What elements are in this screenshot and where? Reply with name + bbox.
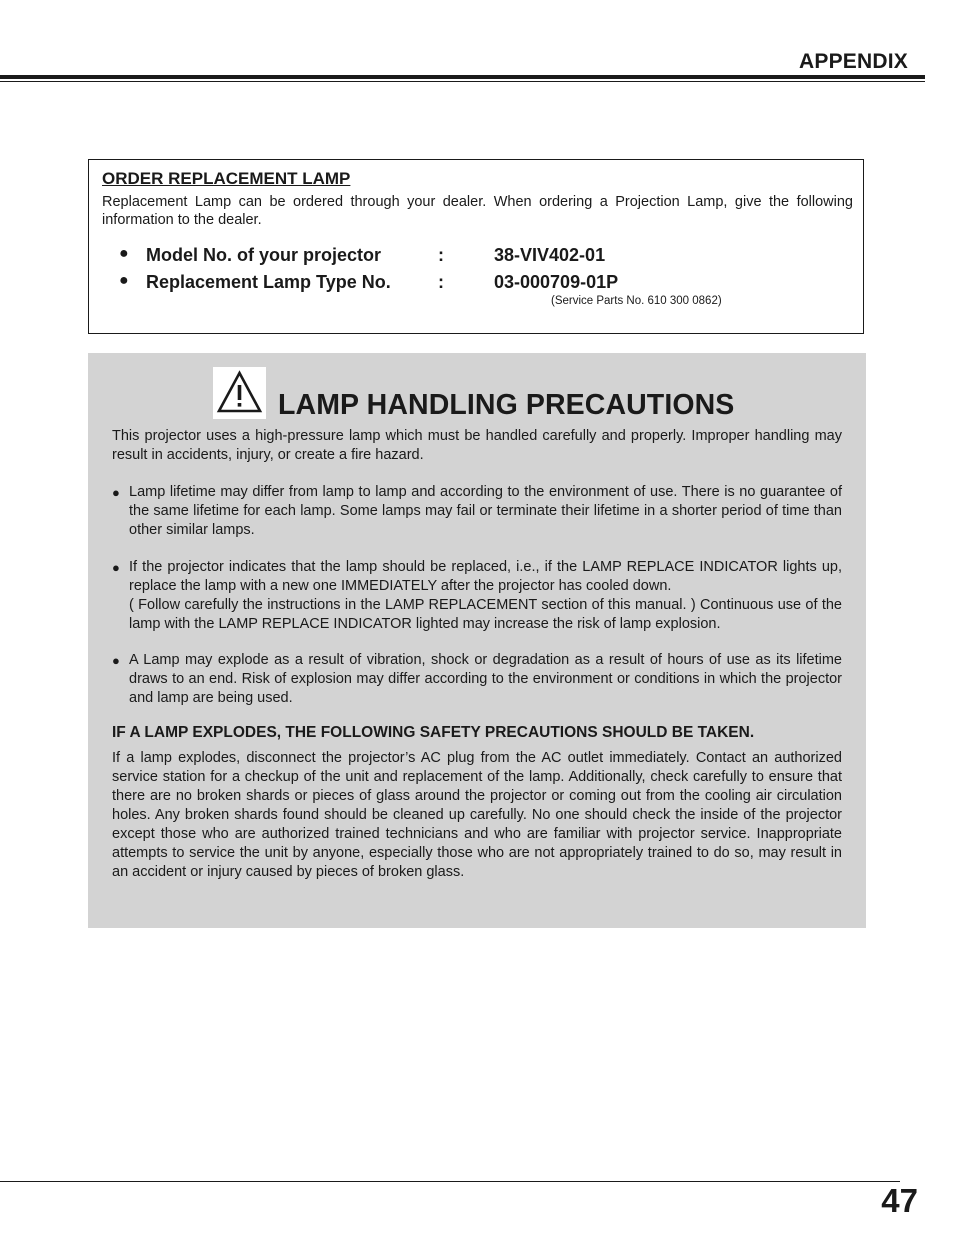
bullet-icon: ●: [112, 653, 120, 668]
spec-separator: :: [438, 245, 444, 265]
precaution-text: If the projector indicates that the lamp should be replaced, i.e., if the LAMP REPLACE INDICATOR lights up, replace the lamp with a new one IMMEDIATELY after the projector has cooled down. ( Follow carefully the instructions in the LAMP REPLACEMENT section of this manual. ) Continuous use of the lamp with the LAMP REPLACE INDICATOR lighted may increase the risk of lamp explosion.: [129, 559, 842, 632]
page-number: 47: [881, 1182, 918, 1219]
bullet-icon: ●: [119, 272, 129, 289]
precaution-item: [112, 558, 842, 634]
spec-label: Model No. of your projector: [146, 245, 382, 265]
bullet-icon: ●: [119, 245, 129, 262]
order-description: Replacement Lamp can be ordered through your dealer. When ordering a Projection Lamp, give the following information to the dealer.: [102, 194, 853, 228]
precaution-item: [112, 483, 842, 540]
order-heading: ORDER REPLACEMENT LAMP: [102, 169, 351, 188]
warning-triangle-icon: [213, 367, 266, 419]
bullet-icon: ●: [112, 560, 120, 575]
section-title: APPENDIX: [799, 50, 908, 73]
lamp-precautions-panel: [88, 353, 866, 928]
spec-value: 38-VIV402-01: [494, 245, 606, 265]
footer-rule: [0, 1181, 900, 1182]
precaution-text: Lamp lifetime may differ from lamp to lamp and according to the environment of use. There is no guarantee of the same lifetime for each lamp. Some lamps may fail or terminate their lifetime in a shorter period of time than other similar lamps.: [129, 484, 842, 538]
spec-value: 03-000709-01P: [494, 272, 619, 292]
service-parts-note: (Service Parts No. 610 300 0862): [551, 295, 722, 307]
precaution-text: A Lamp may explode as a result of vibration, shock or degradation as a result of hours of use as its lifetime draws to an end. Risk of explosion may differ according to the environment or conditions in which the projector and lamp are being used.: [129, 652, 842, 706]
explosion-heading: IF A LAMP EXPLODES, THE FOLLOWING SAFETY PRECAUTIONS SHOULD BE TAKEN.: [112, 724, 755, 741]
precautions-intro: This projector uses a high-pressure lamp which must be handled carefully and properly. Improper handling may result in accidents, injury, or create a fire hazard.: [112, 428, 842, 463]
precaution-item: [112, 651, 842, 708]
header-rule: [0, 75, 925, 79]
spec-separator: :: [438, 272, 444, 292]
spec-label: Replacement Lamp Type No.: [146, 272, 391, 292]
header-rule-thin: [0, 81, 925, 82]
bullet-icon: ●: [112, 485, 120, 500]
order-replacement-box: [88, 159, 864, 334]
explosion-text: If a lamp explodes, disconnect the projector’s AC plug from the AC outlet immediately. Contact an authorized service station for a checkup of the unit and replacement of the lamp. Additionally, check carefully to ensure that there are no broken shards or pieces of glass around the projector or coming out from the cooling air circulation holes. Any broken shards found should be cleaned up carefully. No one should check the inside of the projector except those who are authorized trained technicians and who are familiar with projector service. Inappropriate attempts to service the unit by anyone, especially those who are not appropriately trained to do so, may result in an accident or injury caused by pieces of broken glass.: [112, 750, 842, 880]
precautions-title: LAMP HANDLING PRECAUTIONS: [278, 389, 735, 421]
